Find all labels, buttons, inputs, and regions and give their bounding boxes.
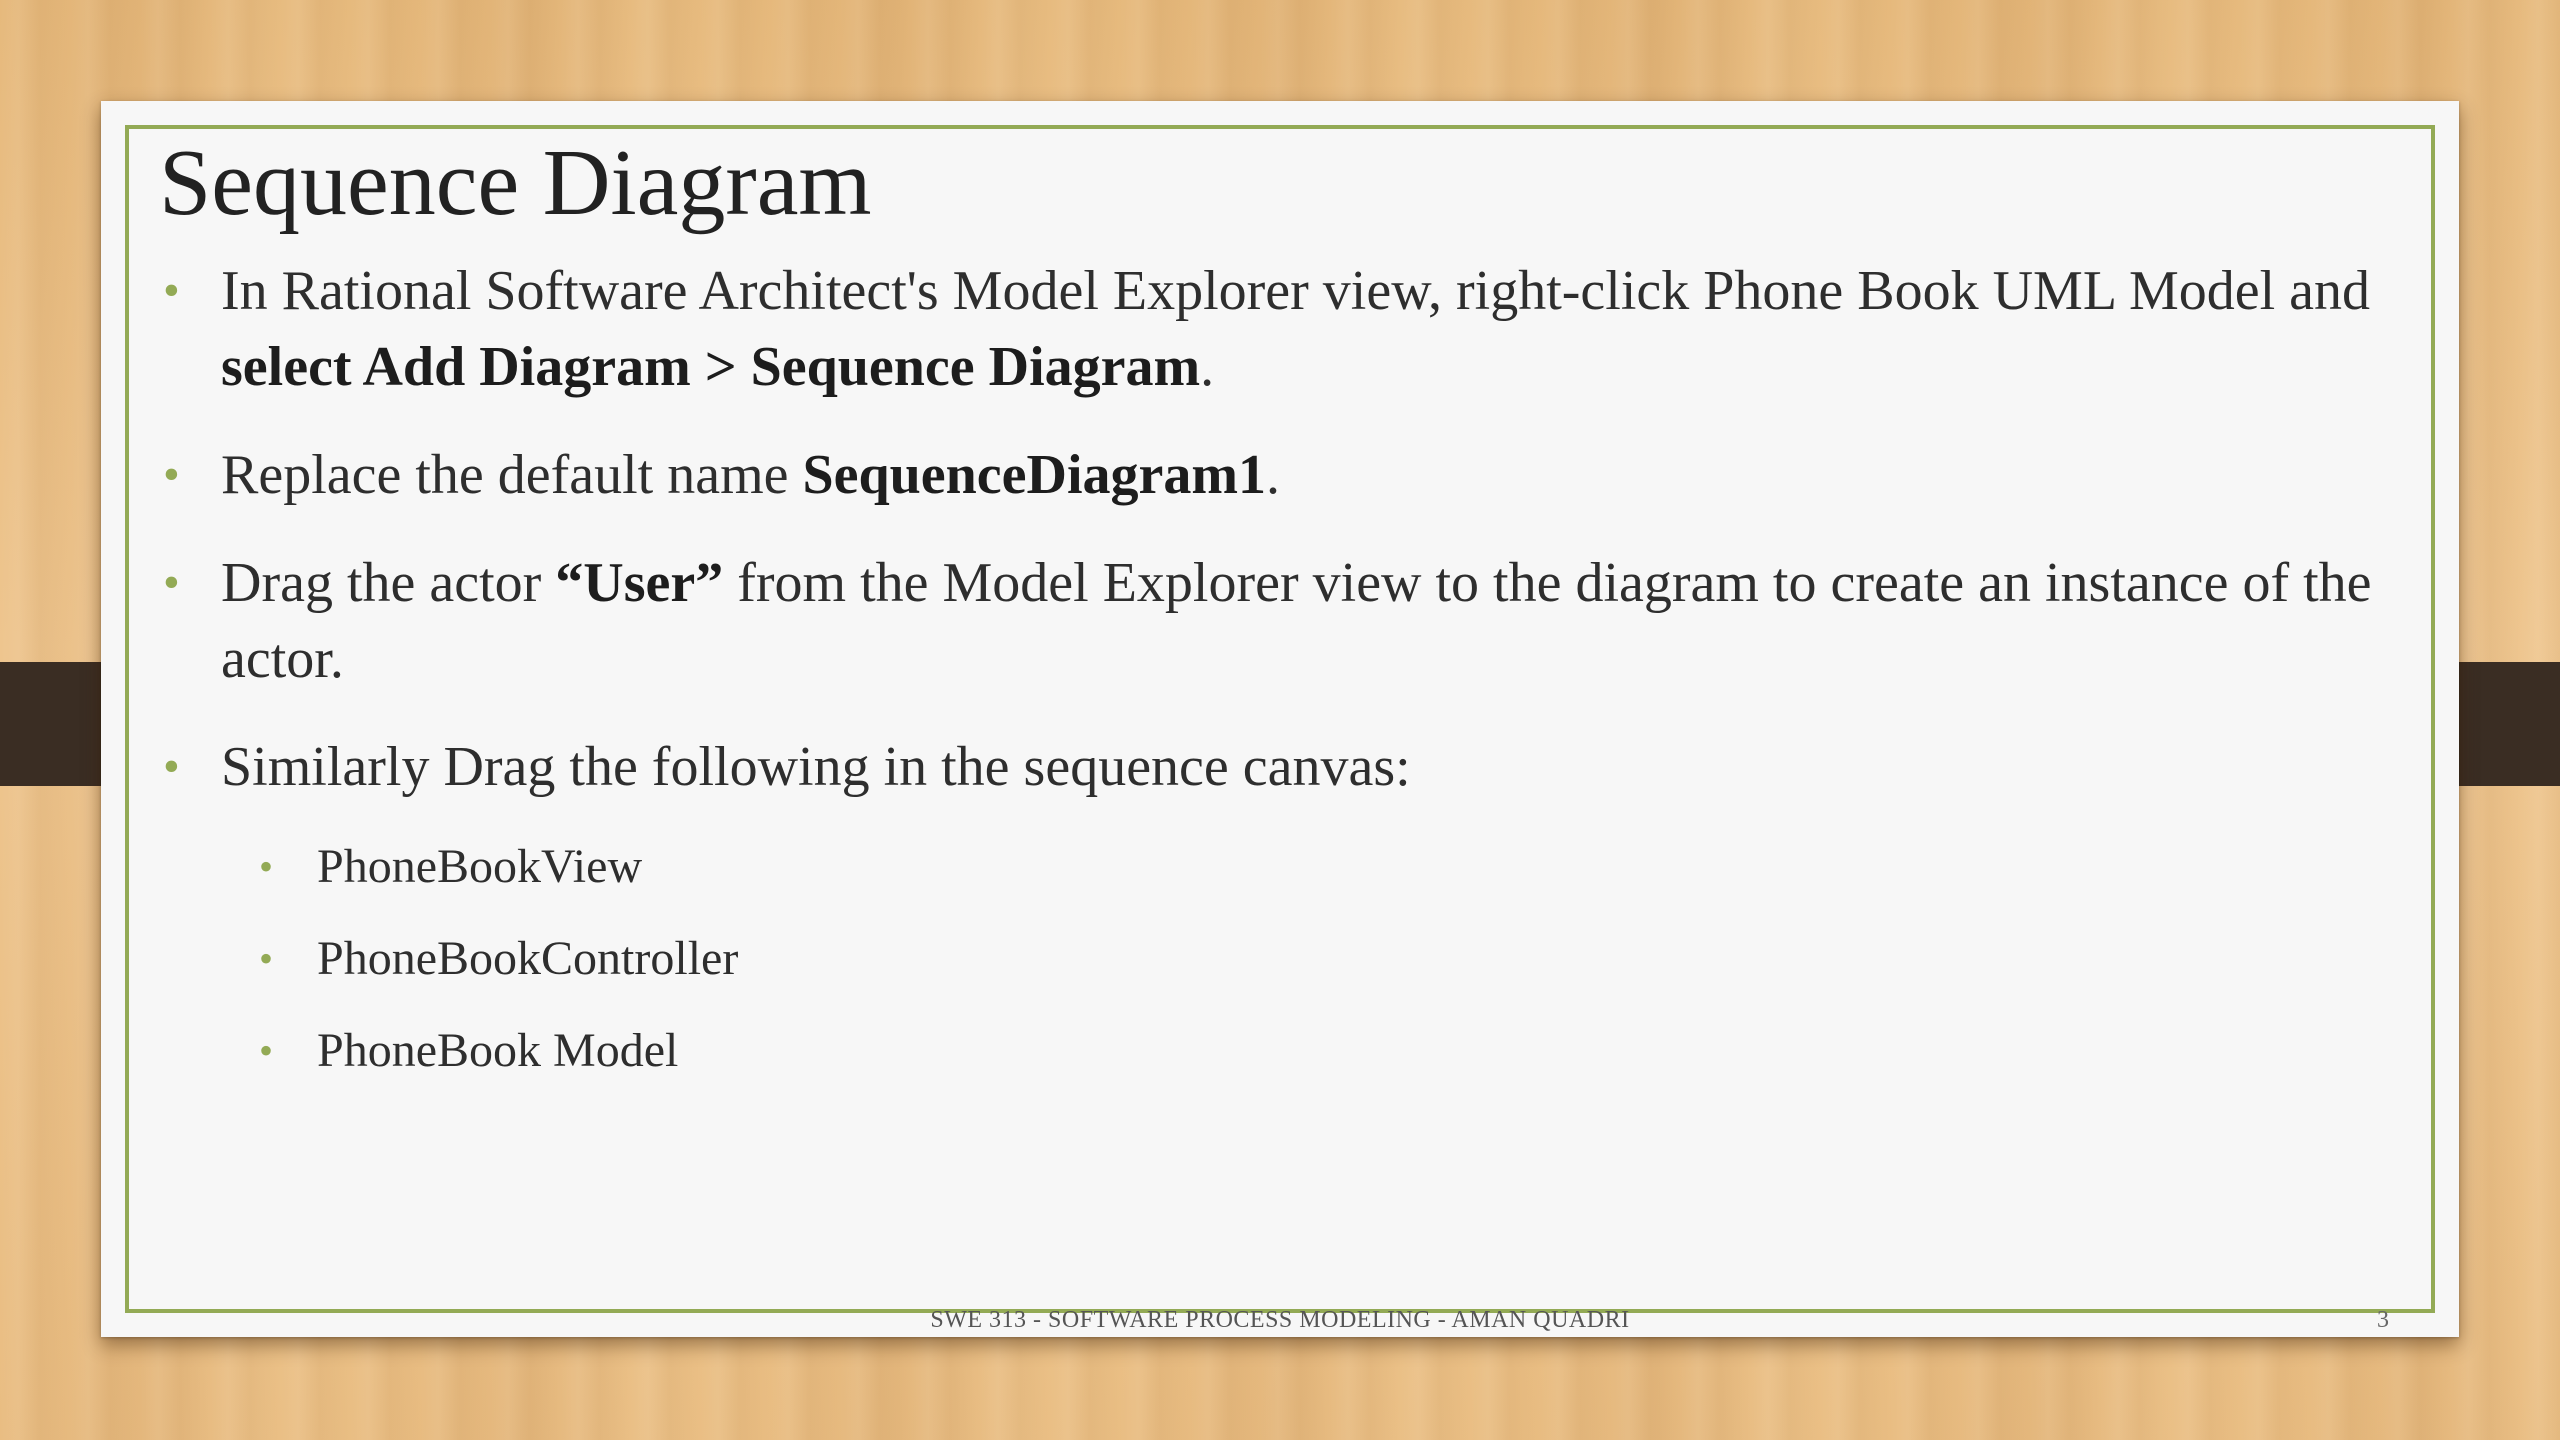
bullet-text: Replace the default name xyxy=(221,444,803,506)
sub-bullet-text: PhoneBookController xyxy=(317,932,739,985)
sub-bullet-icon: • xyxy=(259,844,274,889)
bullet-bold-text: “User” xyxy=(555,552,724,614)
slide-content xyxy=(159,253,2379,1113)
bullet-item xyxy=(159,437,2379,513)
slide-footer: SWE 313 - SOFTWARE PROCESS MODELING - AMAN QUADRI xyxy=(930,1307,1630,1333)
slide xyxy=(101,101,2459,1337)
bullet-bold-text: select Add Diagram > Sequence Diagram xyxy=(221,336,1201,398)
bullet-item xyxy=(159,253,2379,405)
bullet-bold-text: SequenceDiagram1 xyxy=(802,444,1267,506)
bullet-item xyxy=(159,545,2379,697)
bullet-icon: • xyxy=(163,556,180,609)
bullet-text: . xyxy=(1266,444,1281,506)
bullet-icon: • xyxy=(163,448,180,501)
bullet-text: In Rational Software Architect's Model Explorer view, right-click Phone Book UML Model and xyxy=(221,260,2371,322)
bullet-icon: • xyxy=(163,740,180,793)
bullet-text: from the Model Explorer view to the diagram to create an instance of the actor. xyxy=(221,552,2372,690)
bullet-item xyxy=(159,729,2379,805)
bullet-text: . xyxy=(1200,336,1215,398)
slide-title: Sequence Diagram xyxy=(159,131,872,235)
bullet-text: Drag the actor xyxy=(221,552,556,614)
sub-bullet-text: PhoneBookView xyxy=(317,840,643,893)
page-number: 3 xyxy=(2377,1307,2389,1333)
sub-bullet-icon: • xyxy=(259,936,274,981)
sub-bullet-item xyxy=(159,1021,2379,1081)
sub-bullet-item xyxy=(159,929,2379,989)
sub-bullet-text: PhoneBook Model xyxy=(317,1024,679,1077)
sub-bullet-item xyxy=(159,837,2379,897)
sub-bullet-icon: • xyxy=(259,1028,274,1073)
bullet-icon: • xyxy=(163,264,180,317)
bullet-text: Similarly Drag the following in the sequence canvas: xyxy=(221,736,1411,798)
